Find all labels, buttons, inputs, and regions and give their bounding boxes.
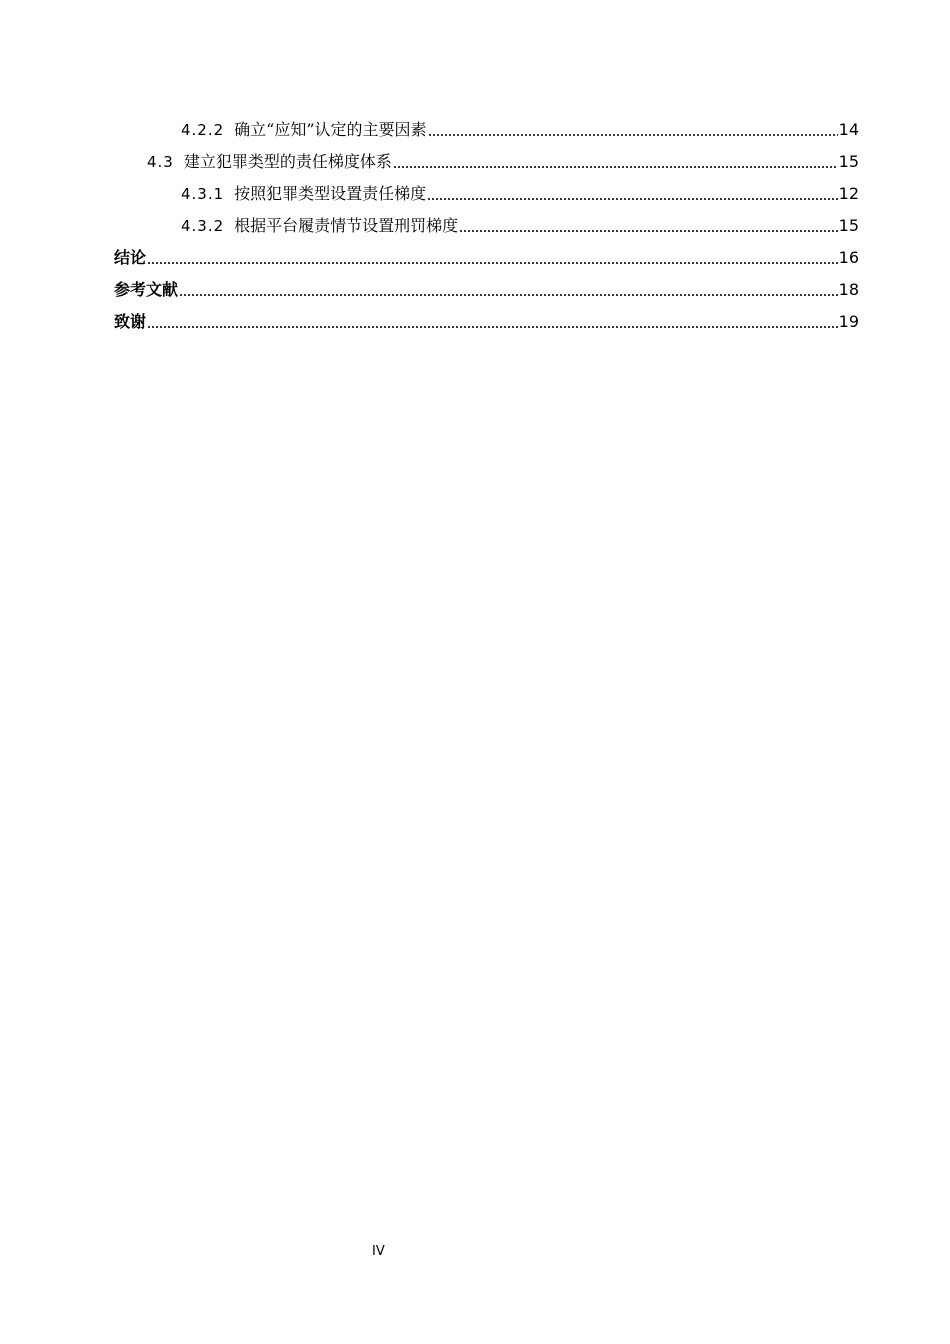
toc-entry-page: 12 [838, 184, 859, 203]
toc-entry-title: 确立“应知”认定的主要因素 [234, 120, 427, 139]
toc-entry-title: 参考文献 [114, 280, 179, 299]
toc-entry-title: 根据平台履责情节设置刑罚梯度 [234, 216, 459, 235]
toc-entry-page: 16 [838, 248, 859, 267]
toc-entry-page: 18 [838, 280, 859, 299]
toc-entry-number: 4.3.2 [181, 217, 225, 235]
toc-entry-number: 4.3 [147, 153, 174, 171]
toc-entry[interactable] [181, 118, 859, 142]
toc-dot-leader [393, 150, 838, 174]
toc-entry-title: 按照犯罪类型设置责任梯度 [234, 184, 427, 203]
toc-dot-leader [428, 118, 838, 142]
toc-entry-page: 14 [838, 120, 859, 139]
toc-dot-leader [147, 246, 838, 270]
toc-entry-page: 15 [838, 216, 859, 235]
toc-entry[interactable] [147, 150, 859, 174]
toc-entry-number: 4.3.1 [181, 185, 225, 203]
toc-entry-acknowledgements[interactable] [114, 310, 859, 334]
toc-entry[interactable] [181, 182, 859, 206]
toc-entry-title: 结论 [114, 248, 147, 267]
toc-entry-number: 4.2.2 [181, 121, 225, 139]
toc-entry-conclusion[interactable] [114, 246, 859, 270]
toc-dot-leader [147, 310, 838, 334]
toc-entry-page: 15 [838, 152, 859, 171]
toc-entry-title: 建立犯罪类型的责任梯度体系 [183, 152, 392, 171]
footer-page-number: IV [372, 1244, 385, 1259]
toc-entry-page: 19 [838, 312, 859, 331]
toc-entry-references[interactable] [114, 278, 859, 302]
toc-dot-leader [459, 214, 837, 238]
toc-dot-leader [427, 182, 837, 206]
toc-entry[interactable] [181, 214, 859, 238]
toc-dot-leader [179, 278, 838, 302]
toc-entry-title: 致谢 [114, 312, 147, 331]
